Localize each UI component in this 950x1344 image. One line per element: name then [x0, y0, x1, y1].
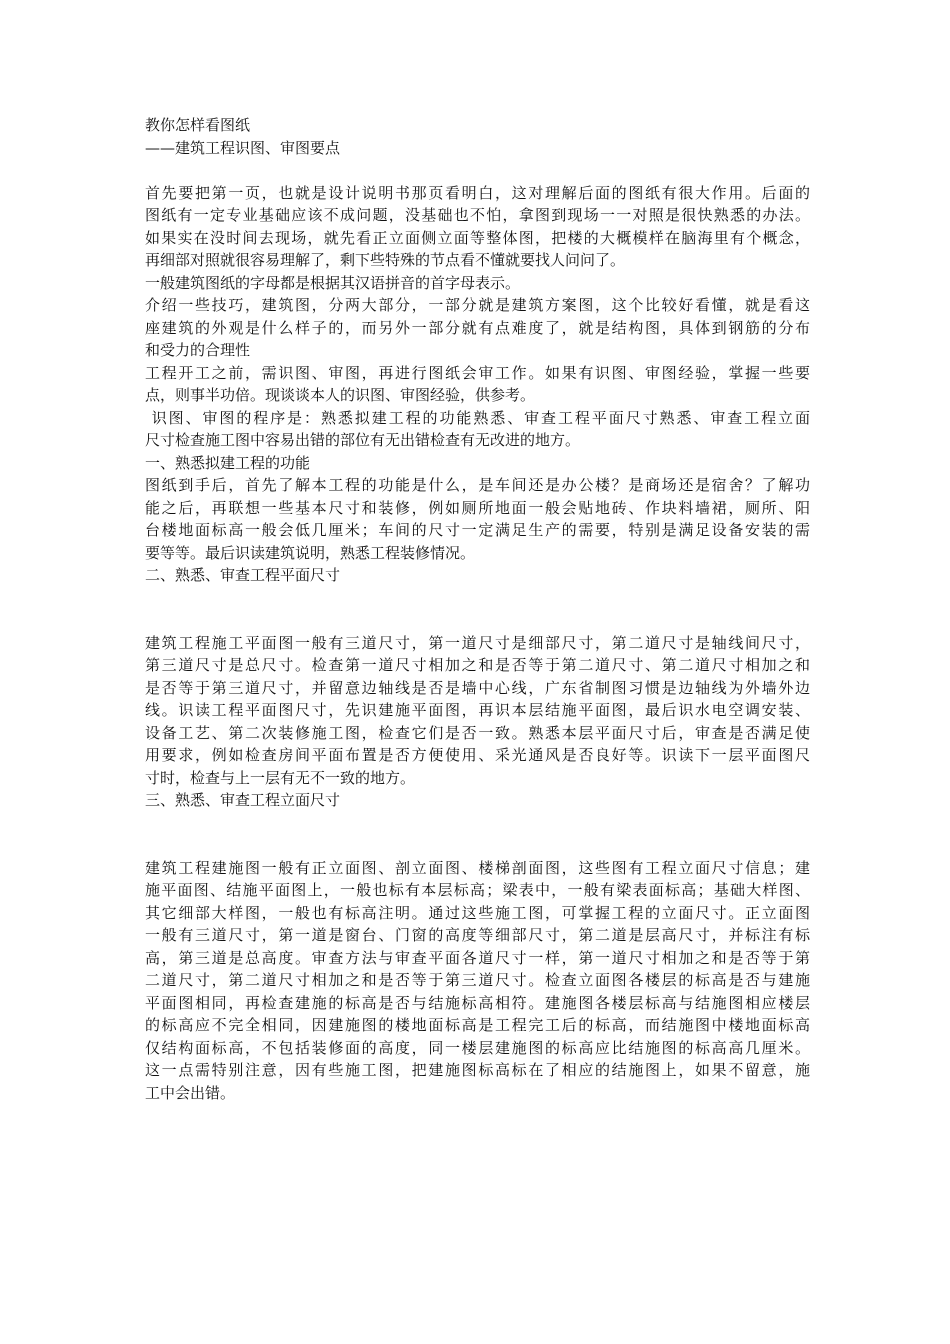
text-line: 工程开工之前，需识图、审图，再进行图纸会审工作。如果有识图、审图经验，掌握一些要	[145, 363, 810, 382]
text-line: 再细部对照就很容易理解了，剩下些特殊的节点看不懂就要找人问问了。	[145, 251, 626, 269]
text-line: 的标高应不完全相同，因建施图的楼地面标高是工程完工后的标高，而结施图中楼地面标高	[145, 1016, 810, 1034]
section-heading: 二、熟悉、审查工程平面尺寸	[145, 566, 341, 584]
text-line: 是否等于第三道尺寸，并留意边轴线是否是墙中心线，广东省制图习惯是边轴线为外墙外边	[145, 678, 810, 697]
text-line: 能之后，再联想一些基本尺寸和装修，例如厕所地面一般会贴地砖、作块料墙裙，厕所、阳	[145, 498, 810, 517]
text-line: 用要求，例如检查房间平面布置是否方便使用、采光通风是否良好等。识读下一层平面图尺	[145, 746, 810, 764]
section-2	[145, 564, 810, 789]
text-line: 如果实在没时间去现场，就先看正立面侧立面等整体图，把楼的大概模样在脑海里有个概念，	[145, 228, 810, 247]
text-line: 平面图相同，再检查建施的标高是否与结施标高相符。建施图各楼层标高与结施图相应楼层	[145, 993, 810, 1012]
intro-paragraph-5	[145, 407, 810, 452]
section-heading: 一、熟悉拟建工程的功能	[145, 453, 311, 472]
text-line: 线。识读工程平面图尺寸，先识建施平面图，再识本层结施平面图，最后识水电空调安装、	[145, 701, 810, 719]
text-line: 建筑工程施工平面图一般有三道尺寸，第一道尺寸是细部尺寸，第二道尺寸是轴线间尺寸，	[145, 633, 810, 652]
text-line: 点，则事半功倍。现谈谈本人的识图、审图经验，供参考。	[145, 386, 536, 404]
section-3	[145, 789, 810, 1104]
text-line: 寸时，检查与上一层有无不一致的地方。	[145, 768, 416, 787]
intro-paragraph-4	[145, 362, 810, 407]
text-line: 第三道尺寸是总尺寸。检查第一道尺寸相加之和是否等于第二道尺寸、第二道尺寸相加之和	[145, 656, 810, 674]
text-line: 其它细部大样图，一般也有标高注明。通过这些施工图，可掌握工程的立面尺寸。正立面图	[145, 903, 810, 922]
document-title: 教你怎样看图纸	[145, 116, 251, 134]
intro-paragraph-1	[145, 182, 810, 272]
text-line: 要等等。最后识读建筑说明，熟悉工程装修情况。	[145, 543, 476, 562]
text-line: 识图、审图的程序是：熟悉拟建工程的功能熟悉、审查工程平面尺寸熟悉、审查工程立面	[145, 408, 810, 427]
text-line: 和受力的合理性	[145, 341, 251, 359]
text-line: 介绍一些技巧，建筑图，分两大部分，一部分就是建筑方案图，这个比较好看懂，就是看这	[145, 296, 810, 314]
spacer	[145, 159, 810, 182]
document-page	[145, 114, 810, 1104]
text-line: 设备工艺、第二次装修施工图，检查它们是否一致。熟悉本层平面尺寸后，审查是否满足使	[145, 723, 810, 742]
text-line: 二道尺寸，第二道尺寸相加之和是否等于第三道尺寸。检查立面图各楼层的标高是否与建施	[145, 971, 810, 989]
text-line: 仅结构面标高，不包括装修面的高度，同一楼层建施图的标高应比结施图的标高高几厘米。	[145, 1038, 810, 1057]
text-line: 首先要把第一页，也就是设计说明书那页看明白，这对理解后面的图纸有很大作用。后面的	[145, 183, 810, 202]
text-line: 图纸有一定专业基础应该不成问题，没基础也不怕，拿图到现场一一对照是很快熟悉的办法。	[145, 206, 810, 224]
spacer	[145, 587, 810, 632]
section-heading: 三、熟悉、审查工程立面尺寸	[145, 791, 341, 809]
text-line: 图纸到手后，首先了解本工程的功能是什么，是车间还是办公楼？是商场还是宿舍？了解功	[145, 476, 810, 494]
text-line: 座建筑的外观是什么样子的，而另外一部分就有点难度了，就是结构图，具体到钢筋的分布	[145, 318, 810, 337]
spacer	[145, 812, 810, 857]
text-line: 施平面图、结施平面图上，一般也标有本层标高；梁表中，一般有梁表面标高；基础大样图、	[145, 881, 810, 899]
text-line: 尺寸检查施工图中容易出错的部位有无出错检查有无改进的地方。	[145, 431, 581, 449]
intro-paragraph-2	[145, 272, 810, 295]
text-line: 一般有三道尺寸，第一道是窗台、门窗的高度等细部尺寸，第二道是层高尺寸，并标注有标	[145, 926, 810, 944]
text-line: 台楼地面标高一般会低几厘米；车间的尺寸一定满足生产的需要，特别是满足设备安装的需	[145, 521, 810, 539]
section-1	[145, 452, 810, 565]
text-line: 一般建筑图纸的字母都是根据其汉语拼音的首字母表示。	[145, 273, 521, 292]
text-line: 建筑工程建施图一般有正立面图、剖立面图、楼梯剖面图，这些图有工程立面尺寸信息；建	[145, 858, 810, 877]
text-line: 高，第三道是总高度。审查方法与审查平面各道尺寸一样，第一道尺寸相加之和是否等于第	[145, 948, 810, 967]
document-subtitle: ——建筑工程识图、审图要点	[145, 138, 341, 157]
text-line: 工中会出错。	[145, 1083, 236, 1102]
intro-paragraph-3	[145, 294, 810, 362]
text-line: 这一点需特别注意，因有些施工图，把建施图标高标在了相应的结施图上，如果不留意，施	[145, 1061, 810, 1079]
